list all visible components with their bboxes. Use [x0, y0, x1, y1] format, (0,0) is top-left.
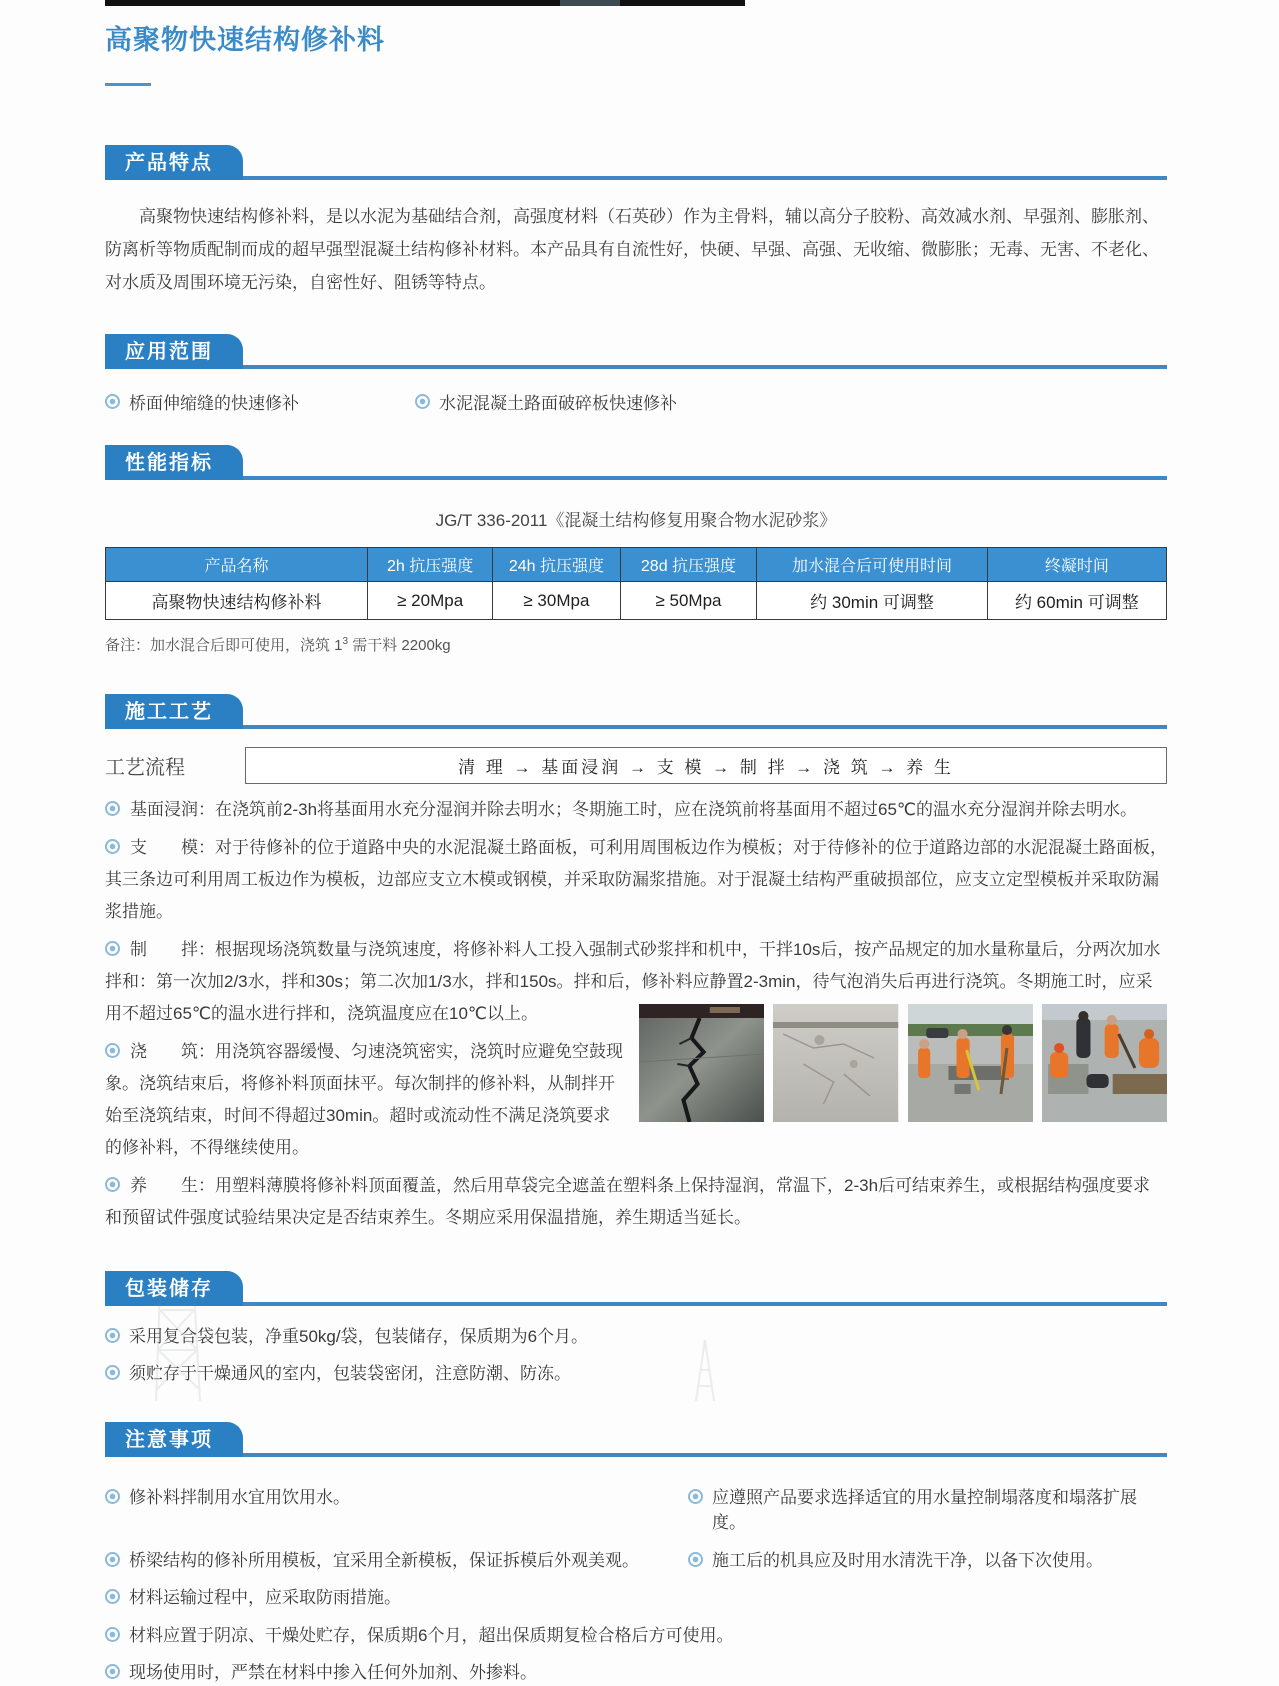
- section-header-features: [105, 140, 1167, 180]
- standard-reference: JG/T 336-2011《混凝土结构修复用聚合物水泥砂浆》: [435, 511, 837, 531]
- section-header-notes: [105, 1417, 1167, 1457]
- ring-bullet-icon: [415, 394, 430, 409]
- application-items: [105, 389, 1167, 414]
- photo-workers-repairing-road: [908, 1004, 1033, 1122]
- ring-bullet-icon: [105, 1664, 120, 1679]
- column-header: 2h 抗压强度: [368, 548, 493, 582]
- ring-bullet-icon: [105, 941, 120, 956]
- photo-gray-cracked-slab: [773, 1004, 898, 1122]
- ring-bullet-icon: [105, 839, 120, 854]
- process-step: 制 拌：根据现场浇筑数量与浇筑速度，将修补料人工投入强制式砂浆拌和机中，干拌10s后，按产品规定的加水量称量后，分两次加水拌和：第一次加2/3水，拌和30s；第二次加1/3水，拌和150s。拌和后，修补料应静置2-3min，待气泡消失后再进行浇筑。冬期施工时，应采用不超过65℃的温水进行拌和，浇筑温度应在10℃以上。: [105, 940, 1161, 1024]
- list-item: [415, 389, 677, 414]
- photo-dark-cracked-pavement: [639, 1004, 764, 1122]
- list-item: 须贮存于干燥通风的室内，包装袋密闭，注意防潮、防冻。: [105, 1361, 1167, 1387]
- process-steps: [105, 794, 1167, 1233]
- column-header: 产品名称: [106, 548, 368, 582]
- process-photo-strip: [639, 1004, 1167, 1122]
- ring-bullet-icon: [105, 394, 120, 409]
- flow-label: 工艺流程: [105, 757, 185, 780]
- table-header-row: [106, 548, 1167, 582]
- list-item: 采用复合袋包装，净重50kg/袋，包装储存，保质期为6个月。: [105, 1324, 1167, 1350]
- section-header-application: [105, 329, 1167, 369]
- list-item: 修补料拌制用水宜用饮用水。: [105, 1485, 688, 1536]
- photo-workers-finishing-patch: [1042, 1004, 1167, 1122]
- application-item-label: 水泥混凝土路面破碎板快速修补: [439, 394, 677, 414]
- section-header-performance: [105, 440, 1167, 480]
- list-item: [105, 389, 415, 414]
- table-cell: 约 60min 可调整: [987, 582, 1166, 620]
- list-item: 桥梁结构的修补所用模板，宜采用全新模板，保证拆模后外观美观。: [105, 1548, 688, 1574]
- process-step: 支 模：对于待修补的位于道路中央的水泥混凝土路面板，可利用周围板边作为模板；对于待修补的位于道路边部的水泥混凝土路面板，其三条边可利用周工板边作为模板，边部应支立木模或钢模，并采取防漏浆措施。对于混凝土结构严重破损部位，应支立定型模板并采取防漏浆措施。: [105, 838, 1167, 922]
- process-step: 养 生：用塑料薄膜将修补料顶面覆盖，然后用草袋完全遮盖在塑料条上保持湿润，常温下，2-3h后可结束养生，或根据结构强度要求和预留试件强度试验结果决定是否结束养生。冬期应采用保温措施，养生期适当延长。: [105, 1175, 1151, 1227]
- table-cell: ≥ 20Mpa: [368, 582, 493, 620]
- list-item: 施工后的机具应及时用水清洗干净，以备下次使用。: [688, 1548, 1167, 1574]
- table-cell: ≥ 50Mpa: [620, 582, 757, 620]
- page-title: 高聚物快速结构修补料: [105, 25, 385, 55]
- list-item: 材料运输过程中，应采取防雨措施。: [105, 1585, 1167, 1611]
- superscript: 3: [342, 636, 349, 648]
- section-tab-features: 产品特点: [105, 145, 243, 180]
- table-row: [106, 582, 1167, 620]
- table-cell: 高聚物快速结构修补料: [106, 582, 368, 620]
- table-cell: 约 30min 可调整: [757, 582, 987, 620]
- title-underline: [105, 83, 151, 86]
- list-item: 材料应置于阴凉、干燥处贮存，保质期6个月，超出保质期复检合格后方可使用。: [105, 1623, 1167, 1649]
- notes-items: [105, 1473, 1167, 1686]
- table-note: 备注：加水混合后即可使用，浇筑 $1^3$ 需干料 2200kg: [105, 636, 451, 655]
- ring-bullet-icon: [105, 1365, 120, 1380]
- section-tab-process: 施工工艺: [105, 694, 243, 729]
- table-cell: ≥ 30Mpa: [493, 582, 620, 620]
- ring-bullet-icon: [688, 1552, 703, 1567]
- section-header-storage: [105, 1266, 1167, 1306]
- watermark-tower-sketch: [688, 1340, 722, 1401]
- process-step: 基面浸润：在浇筑前2-3h将基面用水充分湿润并除去明水；冬期施工时，应在浇筑前将基面用不超过65℃的温水充分湿润并除去明水。: [105, 794, 1167, 826]
- process-flow-row: [105, 747, 1167, 784]
- ring-bullet-icon: [105, 1328, 120, 1343]
- list-item: 现场使用时，严禁在材料中掺入任何外加剂、外掺料。: [105, 1660, 1167, 1686]
- performance-table: [105, 547, 1167, 620]
- column-header: 终凝时间: [987, 548, 1166, 582]
- column-header: 28d 抗压强度: [620, 548, 757, 582]
- column-header: 24h 抗压强度: [493, 548, 620, 582]
- ring-bullet-icon: [688, 1489, 703, 1504]
- document-body: [105, 6, 1167, 1686]
- column-header: 加水混合后可使用时间: [757, 548, 987, 582]
- features-paragraph: 高聚物快速结构修补料，是以水泥为基础结合剂，高强度材料（石英砂）作为主骨料，辅以高分子胶粉、高效减水剂、早强剂、膨胀剂、防离析等物质配制而成的超早强型混凝土结构修补材料。本产品具有自流性好，快硬、早强、高强、无收缩、微膨胀；无毒、无害、不老化、对水质及周围环境无污染，自密性好、阻锈等特点。: [105, 207, 1159, 293]
- flow-steps-box: 清 理 → 基面浸润 → 支 模 → 制 拌 → 浇 筑 → 养 生: [245, 747, 1167, 784]
- process-step: 浇 筑：用浇筑容器缓慢、匀速浇筑密实，浇筑时应避免空鼓现象。浇筑结束后，将修补料顶面抹平。每次制拌的修补料，从制拌开始至浇筑结束，时间不得超过30min。超时或流动性不满足浇筑要求的修补料，不得继续使用。: [105, 1042, 623, 1157]
- section-tab-storage: 包装储存: [105, 1271, 243, 1306]
- list-item: 应遵照产品要求选择适宜的用水量控制塌落度和塌落扩展度。: [688, 1485, 1167, 1536]
- section-tab-application: 应用范围: [105, 334, 243, 369]
- storage-items: [105, 1324, 1167, 1387]
- ring-bullet-icon: [105, 1043, 120, 1058]
- ring-bullet-icon: [105, 1589, 120, 1604]
- section-header-process: [105, 689, 1167, 729]
- ring-bullet-icon: [105, 1552, 120, 1567]
- section-tab-performance: 性能指标: [105, 445, 243, 480]
- watermark-structure-sketch: [150, 1290, 210, 1401]
- ring-bullet-icon: [105, 801, 120, 816]
- ring-bullet-icon: [105, 1489, 120, 1504]
- application-item-label: 桥面伸缩缝的快速修补: [129, 394, 299, 414]
- ring-bullet-icon: [105, 1627, 120, 1642]
- ring-bullet-icon: [105, 1177, 120, 1192]
- section-tab-notes: 注意事项: [105, 1422, 243, 1457]
